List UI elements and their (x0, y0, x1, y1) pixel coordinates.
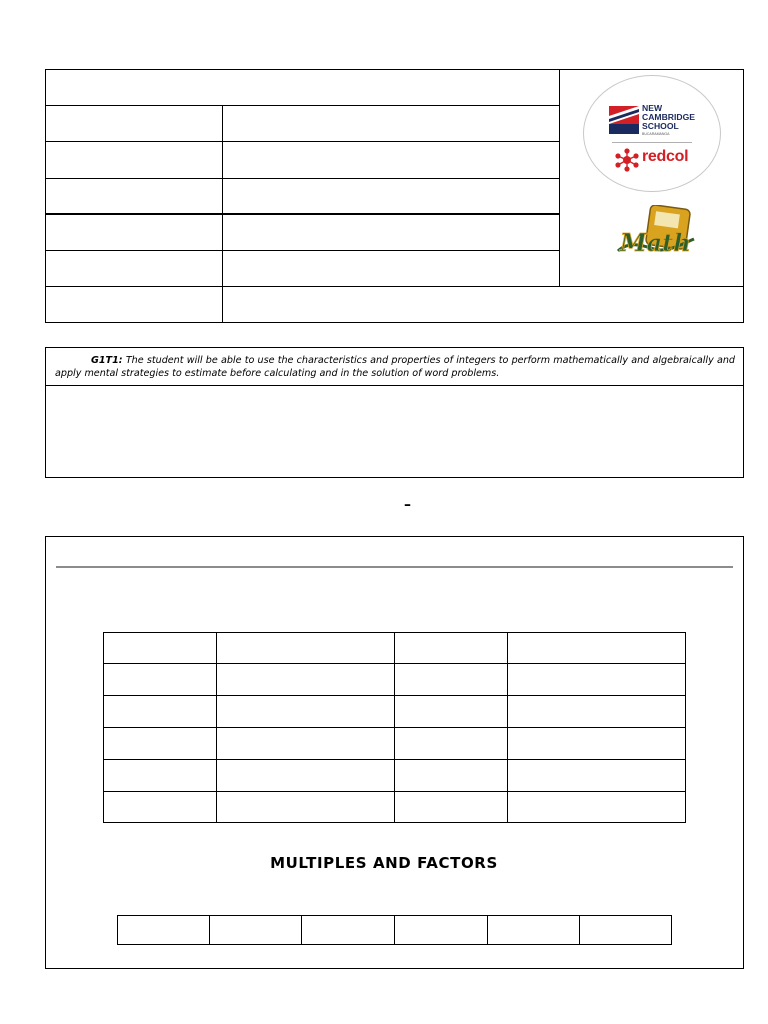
math-badge-logo (614, 205, 700, 261)
school-name-text: NEW CAMBRIDGE SCHOOL (642, 103, 695, 131)
bottom-table-col-line (209, 915, 210, 945)
table-col-line (507, 632, 508, 823)
school-flag-icon (609, 106, 639, 134)
redcol-name: redcol (642, 148, 689, 165)
bottom-table-col-line (579, 915, 580, 945)
table-col-line (394, 632, 395, 823)
bottom-table-col-line (301, 915, 302, 945)
objective-text: The student will be able to use the characteristics and properties of integers to perform mathematically and algebraically and apply mental strategies to estimate before calculating and in the solution of word problems. (55, 355, 735, 379)
bottom-table-col-line (394, 915, 395, 945)
section-title: MULTIPLES AND FACTORS (270, 854, 498, 872)
header-logo-separator (559, 69, 560, 287)
header-row-line (45, 178, 559, 179)
redcol-logo (612, 148, 702, 172)
redcol-network-icon (614, 148, 640, 172)
school-city: BUCARAMANGA (642, 132, 670, 136)
dash-mark: – (404, 497, 411, 513)
school-logo (583, 75, 721, 192)
header-row-line (45, 213, 559, 215)
objective-box (45, 347, 744, 478)
header-col-line (222, 105, 223, 323)
school-name (642, 104, 695, 131)
objective-statement (55, 354, 735, 380)
math-badge-text: Math (620, 228, 691, 257)
table-col-line (216, 632, 217, 823)
header-row-line (45, 141, 559, 142)
content-rule (56, 566, 733, 568)
objective-divider (45, 385, 744, 386)
bottom-table-col-line (487, 915, 488, 945)
header-row-line (45, 105, 559, 106)
header-row-line (45, 286, 744, 287)
objective-code: G1T1: (91, 355, 123, 366)
logo-divider (612, 142, 692, 143)
header-row-line (45, 250, 559, 251)
